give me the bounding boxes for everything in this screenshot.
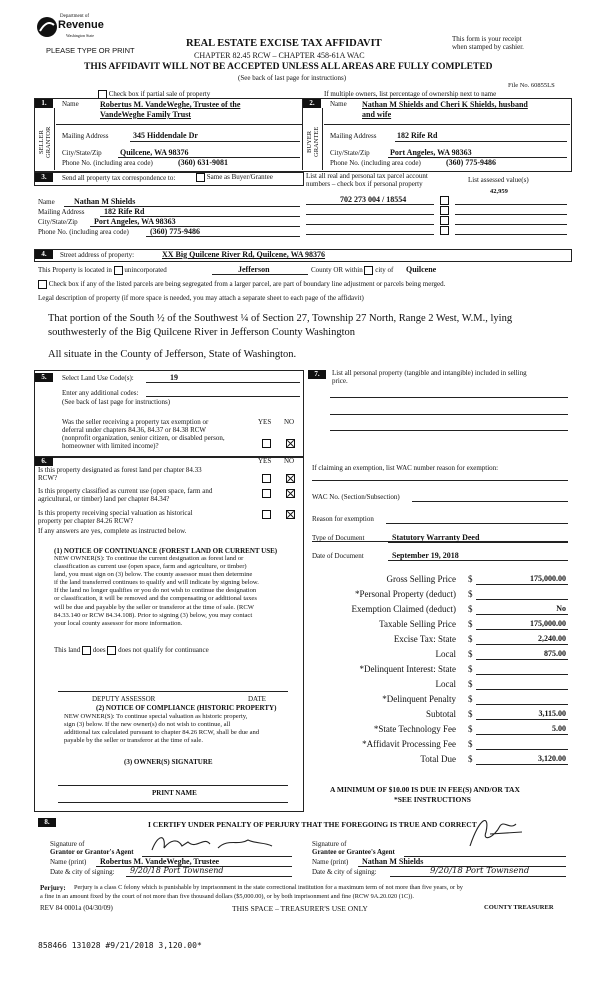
total-value[interactable]: 175,000.00	[530, 619, 566, 628]
forest-yes-checkbox[interactable]	[262, 474, 271, 483]
document-type[interactable]: Statutory Warranty Deed	[392, 533, 480, 542]
current-use-q-line1: Is this property classified as current use (open space, farm and	[38, 487, 213, 495]
seller-city[interactable]: Quilcene, WA 98376	[120, 148, 189, 157]
city-of-label: city of	[375, 266, 394, 275]
notice-continuance-line: land, you must sign on (3) below. The county assessor must then determine	[54, 571, 253, 579]
form-warning: THIS AFFIDAVIT WILL NOT BE ACCEPTED UNLESS ALL AREAS ARE FULLY COMPLETED	[84, 62, 493, 72]
buyer-name-label: Name	[330, 100, 347, 108]
total-currency: $	[468, 574, 473, 584]
total-label: *State Technology Fee	[373, 724, 456, 734]
tax-city-label: City/State/Zip	[38, 218, 78, 226]
seller-name-line1[interactable]: Robertus M. VandeWeghe, Trustee of the	[100, 100, 241, 109]
segregated-row	[38, 280, 445, 289]
parcel-number[interactable]: 702 273 004 / 18554	[340, 195, 407, 204]
grantor-date-label: Date & city of signing:	[50, 868, 115, 876]
total-row	[300, 634, 568, 649]
grantee-signature	[460, 812, 530, 852]
total-row	[300, 619, 568, 634]
exempt-q-line1: Was the seller receiving a property tax exemption or	[62, 418, 209, 426]
total-currency: $	[468, 754, 473, 764]
total-row	[300, 694, 568, 709]
total-currency: $	[468, 649, 473, 659]
legal-line-2: southwesterly of the Big Quilcene River in Jefferson County Washington	[48, 327, 356, 338]
additional-codes-note: (See back of last page for instructions)	[62, 398, 171, 406]
historic-no-checkbox[interactable]	[286, 510, 295, 519]
forest-q-line1: Is this property designated as forest land per chapter 84.33	[38, 466, 202, 474]
grantor-name-label: Name (print)	[50, 858, 87, 866]
notice-continuance-line: will be due and payable by the seller or transferor at the time of sale. (RCW	[54, 603, 254, 611]
grantor-signature	[148, 832, 278, 856]
forest-q-line2: RCW?	[38, 474, 58, 482]
historic-q-line1: Is this property receiving special valuation as historical	[38, 509, 193, 517]
total-label: Total Due	[420, 754, 456, 764]
notice-continuance-line: classification as current use (open space, farm and agriculture, or timber)	[54, 563, 247, 571]
buyer-city[interactable]: Port Angeles, WA 98363	[390, 148, 472, 157]
form-subtitle: CHAPTER 82.45 RCW – CHAPTER 458-61A WAC	[194, 51, 365, 60]
parcel-header-1: List all real and personal tax parcel account	[306, 172, 428, 180]
grantee-date-city[interactable]: 9/20/18 Port Townsend	[430, 866, 530, 876]
logo-line3: Washington State	[66, 33, 95, 38]
notice-compliance-body	[64, 713, 259, 745]
notice-continuance-line: or classification, it will be removed and the compensating or additional taxes	[54, 595, 257, 603]
legal-label: Legal description of property (if more space is needed, you may attach a separate sheet to each page of the affidavit)	[38, 294, 364, 302]
grantee-signature-label-1: Signature of	[312, 840, 347, 848]
grantee-name-label: Name (print)	[312, 858, 349, 866]
forest-no-checkbox[interactable]	[286, 474, 295, 483]
exempt-yes-checkbox[interactable]	[262, 439, 271, 448]
exemption-reason-label: Reason for exemption	[312, 515, 374, 523]
seller-phone[interactable]: (360) 631-9081	[178, 158, 228, 167]
receipt-note-2: when stamped by cashier.	[452, 43, 524, 51]
total-row	[300, 574, 568, 589]
historic-q-line2: property per chapter 84.26 RCW?	[38, 517, 134, 525]
personal-property-label-2: price.	[332, 377, 348, 385]
does-not-label: does not qualify for continuance	[118, 646, 209, 655]
total-row	[300, 679, 568, 694]
receipt-note-1: This form is your receipt	[452, 35, 522, 43]
located-row	[38, 266, 167, 275]
parcel-4-personal-checkbox[interactable]	[440, 226, 449, 235]
parcel-header-2: numbers – check box if personal property	[306, 180, 423, 188]
seller-city-label: City/State/Zip	[62, 149, 102, 157]
total-row	[300, 739, 568, 754]
grantee-signature-label-2: Grantee or Grantee's Agent	[312, 848, 395, 856]
total-value[interactable]: 875.00	[544, 649, 566, 658]
buyer-name-line2[interactable]: and wife	[362, 110, 392, 119]
partial-sale-label: Check box if partial sale of property	[108, 90, 211, 99]
parcel-2-personal-checkbox[interactable]	[440, 206, 449, 215]
total-label: *Affidavit Processing Fee	[362, 739, 456, 749]
total-value[interactable]: 2,240.00	[538, 634, 566, 643]
correspondence-label: Send all property tax correspondence to:	[62, 174, 176, 182]
buyer-city-label: City/State/Zip	[330, 149, 370, 157]
see-back-note: (See back of last page for instructions)	[238, 74, 347, 82]
legal-line-1: That portion of the South ½ of the Southwest ¼ of Section 27, Township 27 North, Range 2 West, W.M., lying	[48, 313, 513, 324]
total-label: Subtotal	[425, 709, 456, 719]
personal-property-label-1: List all personal property (tangible and intangible) included in selling	[332, 369, 527, 377]
total-label: *Delinquent Interest: State	[359, 664, 456, 674]
section-5-number: 5.	[35, 373, 53, 382]
exempt-no-checkbox[interactable]	[286, 439, 295, 448]
total-row	[300, 754, 568, 769]
street-label: Street address of property:	[60, 251, 135, 259]
notice-continuance-line: your local county assessor for more information.	[54, 619, 183, 627]
section-6-number: 6.	[35, 457, 53, 466]
notice-continuance-line: If the land no longer qualifies or you do not wish to continue the designation	[54, 587, 257, 595]
additional-codes-label: Enter any additional codes:	[62, 389, 139, 397]
notice-compliance-title: (2) NOTICE OF COMPLIANCE (HISTORIC PROPERTY)	[96, 704, 277, 712]
grantor-name[interactable]: Robertus M. VandeWeghe, Trustee	[100, 857, 220, 866]
total-row	[300, 589, 568, 604]
section-2-number: 2.	[303, 99, 321, 108]
total-currency: $	[468, 694, 473, 704]
wac-exemption-label: If claiming an exemption, list WAC number reason for exemption:	[312, 464, 499, 472]
tax-mailing-label: Mailing Address	[38, 208, 85, 216]
buyer-mailing[interactable]: 182 Rife Rd	[397, 131, 438, 140]
section-8-number: 8.	[38, 818, 56, 827]
minimum-due-line1: A MINIMUM OF $10.00 IS DUE IN FEE(S) AND/OR TAX	[330, 785, 520, 794]
grantor-signature-label-2: Grantor or Grantor's Agent	[50, 848, 134, 856]
multiple-owners-note: If multiple owners, list percentage of ownership next to name	[324, 90, 497, 98]
grantee-date-label: Date & city of signing:	[312, 868, 377, 876]
print-name-label: PRINT NAME	[152, 789, 197, 797]
county-or-label: County OR within	[311, 266, 363, 275]
total-currency: $	[468, 619, 473, 629]
notice-compliance-line: sign (3) below. If the new owner(s) do not wish to continue, all	[64, 721, 231, 729]
tax-name[interactable]: Nathan M Shields	[74, 197, 136, 206]
current-use-no-checkbox[interactable]	[286, 489, 295, 498]
total-currency: $	[468, 724, 473, 734]
unincorporated-label: unincorporated	[124, 266, 167, 275]
buyer-name-line1[interactable]: Nathan M Shields and Cheri K Shields, husband	[362, 100, 528, 109]
treasurer-space: THIS SPACE – TREASURER'S USE ONLY	[232, 904, 368, 913]
totals-table	[300, 574, 568, 769]
assessor-date-label: DATE	[248, 695, 266, 703]
section-6-yes-header: YES	[258, 457, 272, 465]
parcel-3-personal-checkbox[interactable]	[440, 216, 449, 225]
perjury-label: Perjury:	[40, 884, 66, 892]
total-row	[300, 724, 568, 739]
does-qualify-checkbox[interactable]	[82, 646, 91, 655]
section-5-no-header: NO	[284, 418, 295, 426]
section-7-number: 7.	[308, 370, 326, 379]
does-not-qualify-checkbox[interactable]	[107, 646, 116, 655]
tax-mailing[interactable]: 182 Rife Rd	[104, 207, 145, 216]
tax-name-label: Name	[38, 198, 55, 206]
grantee-name[interactable]: Nathan M Shields	[362, 857, 424, 866]
form-title: REAL ESTATE EXCISE TAX AFFIDAVIT	[186, 38, 382, 49]
tax-phone-label: Phone No. (including area code)	[38, 228, 129, 236]
total-row	[300, 604, 568, 619]
document-date-label: Date of Document	[312, 552, 364, 560]
total-label: Gross Selling Price	[386, 574, 456, 584]
same-as-buyer-checkbox[interactable]	[196, 173, 205, 182]
seller-mailing[interactable]: 345 Hiddendale Dr	[133, 131, 198, 140]
same-as-buyer-label: Same as Buyer/Grantee	[206, 173, 273, 182]
total-currency: $	[468, 739, 473, 749]
total-label: Excise Tax: State	[393, 634, 456, 644]
section-3-number: 3.	[35, 173, 53, 182]
buyer-mailing-label: Mailing Address	[330, 132, 377, 140]
minimum-due-line2: *SEE INSTRUCTIONS	[394, 795, 471, 804]
certify-statement: I CERTIFY UNDER PENALTY OF PERJURY THAT THE FOREGOING IS TRUE AND CORRECT	[148, 820, 477, 829]
total-label: *Delinquent Penalty	[382, 694, 456, 704]
logo-word: Revenue	[58, 19, 104, 31]
grantor-date-city[interactable]: 9/20/18 Port Townsend	[130, 866, 224, 875]
total-label: *Personal Property (deduct)	[355, 589, 456, 599]
seller-mailing-label: Mailing Address	[62, 132, 109, 140]
notice-continuance-line: 84.33.140 or RCW 84.34.108). Prior to signing (3) below, you may contact	[54, 611, 253, 619]
dor-logo	[36, 12, 104, 40]
section-1-number: 1.	[35, 99, 53, 108]
segregated-checkbox[interactable]	[38, 280, 47, 289]
notice-continuance-line: if the land transferred continues to qualify and will indicate by signing below.	[54, 579, 259, 587]
if-yes-note: If any answers are yes, complete as instructed below.	[38, 527, 187, 535]
property-street[interactable]: XX Big Quilcene River Rd, Quilcene, WA 98376	[162, 250, 326, 259]
property-city[interactable]: Quilcene	[406, 265, 437, 274]
seller-name-label: Name	[62, 100, 79, 108]
qualify-row	[54, 646, 209, 655]
perjury-text-1: Perjury is a class C felony which is punishable by imprisonment in the state correctional institution for a maximum term of not more than five years, or by	[74, 884, 463, 891]
notice-continuance-line: NEW OWNER(S): To continue the current designation as forest land or	[54, 555, 244, 562]
total-label: Exemption Claimed (deduct)	[351, 604, 456, 614]
land-use-label: Select Land Use Code(s):	[62, 374, 134, 382]
seller-phone-label: Phone No. (including area code)	[62, 159, 153, 167]
file-number: File No. 60855LS	[508, 82, 555, 89]
exempt-q-line2: deferral under chapters 84.36, 84.37 or 84.38 RCW	[62, 426, 207, 434]
dor-logo-icon	[36, 16, 58, 38]
total-row	[300, 709, 568, 724]
buyer-grantee-label: BUYER GRANTEE	[306, 126, 320, 158]
total-label: Local	[435, 649, 456, 659]
within-city-checkbox[interactable]	[364, 266, 373, 275]
does-label: does	[92, 646, 106, 655]
assessed-value[interactable]: 42,959	[490, 188, 508, 195]
owner-signature-label: (3) OWNER(S) SIGNATURE	[124, 758, 213, 766]
wac-number-label: WAC No. (Section/Subsection)	[312, 493, 400, 501]
total-value[interactable]: 5.00	[552, 724, 566, 733]
total-label: Local	[435, 679, 456, 689]
logo-line1: Department of	[60, 14, 90, 19]
legal-line-3: All situate in the County of Jefferson, State of Washington.	[48, 349, 297, 360]
buyer-phone[interactable]: (360) 775-9486	[446, 158, 496, 167]
section-6-no-header: NO	[284, 457, 295, 465]
deputy-assessor-label: DEPUTY ASSESSOR	[92, 695, 156, 703]
document-type-label: Type of Document	[312, 534, 365, 542]
notice-compliance-line: payable by the seller or transferor at the time of sale.	[64, 737, 203, 745]
property-county[interactable]: Jefferson	[238, 265, 270, 274]
current-use-q-line2: agricultural, or timber) land per chapter 84.34?	[38, 495, 170, 503]
this-land-label: This land	[54, 646, 81, 655]
grantor-signature-label-1: Signature of	[50, 840, 85, 848]
document-date[interactable]: September 19, 2018	[392, 551, 459, 560]
section-5-yes-header: YES	[258, 418, 272, 426]
tax-city[interactable]: Port Angeles, WA 98363	[94, 217, 176, 226]
same-as-buyer-row	[196, 173, 273, 182]
total-row	[300, 664, 568, 679]
exempt-q-line3: (nonprofit organization, senior citizen, or disabled person,	[62, 434, 225, 442]
total-value[interactable]: 3,120.00	[538, 754, 566, 763]
notice-continuance-body	[54, 555, 259, 628]
total-currency: $	[468, 679, 473, 689]
notice-compliance-line: additional tax calculated pursuant to chapter 84.26 RCW, shall be due and	[64, 729, 260, 737]
form-revision: REV 84 0001a (04/30/09)	[40, 904, 113, 912]
assessed-header: List assessed value(s)	[468, 176, 529, 184]
located-label: This Property is located in	[38, 266, 112, 275]
parcel-1-personal-checkbox[interactable]	[440, 196, 449, 205]
total-value[interactable]: 175,000.00	[530, 574, 566, 583]
total-label: Taxable Selling Price	[379, 619, 456, 629]
segregated-label: Check box if any of the listed parcels are being segregated from a larger parcel, are part of boundary line adjustment or parcels being merged.	[48, 280, 446, 289]
unincorporated-checkbox[interactable]	[114, 266, 123, 275]
total-currency: $	[468, 604, 473, 614]
land-use-code[interactable]: 19	[170, 373, 178, 382]
notice-continuance-title: (1) NOTICE OF CONTINUANCE (FOREST LAND OR CURRENT USE)	[54, 547, 278, 555]
section-4-number: 4.	[35, 250, 53, 259]
notice-compliance-line: NEW OWNER(S): To continue special valuation as historic property,	[64, 713, 248, 720]
cashier-stamp: 858466 131028 #9/21/2018 3,120.00*	[38, 941, 202, 950]
county-or-row	[311, 266, 393, 275]
seller-grantor-label: SELLER GRANTOR	[38, 126, 52, 158]
historic-yes-checkbox[interactable]	[262, 510, 271, 519]
total-row	[300, 649, 568, 664]
total-currency: $	[468, 664, 473, 674]
county-treasurer-label: COUNTY TREASURER	[484, 904, 554, 911]
total-currency: $	[468, 634, 473, 644]
total-currency: $	[468, 709, 473, 719]
buyer-phone-label: Phone No. (including area code)	[330, 159, 421, 167]
total-value[interactable]: No	[556, 604, 566, 613]
total-currency: $	[468, 589, 473, 599]
perjury-text-2: a fine in an amount fixed by the court of not more than five thousand dollars ($5,000.00), or by both imprisonment and fine (RCW 9A.20.020 (1C)).	[40, 893, 414, 900]
total-value[interactable]: 3,115.00	[538, 709, 566, 718]
seller-name-line2[interactable]: VandeWeghe Family Trust	[100, 110, 191, 119]
please-type: PLEASE TYPE OR PRINT	[46, 46, 135, 55]
current-use-yes-checkbox[interactable]	[262, 489, 271, 498]
tax-phone[interactable]: (360) 775-9486	[150, 227, 200, 236]
exempt-q-line4: homeowner with limited income)?	[62, 442, 159, 450]
